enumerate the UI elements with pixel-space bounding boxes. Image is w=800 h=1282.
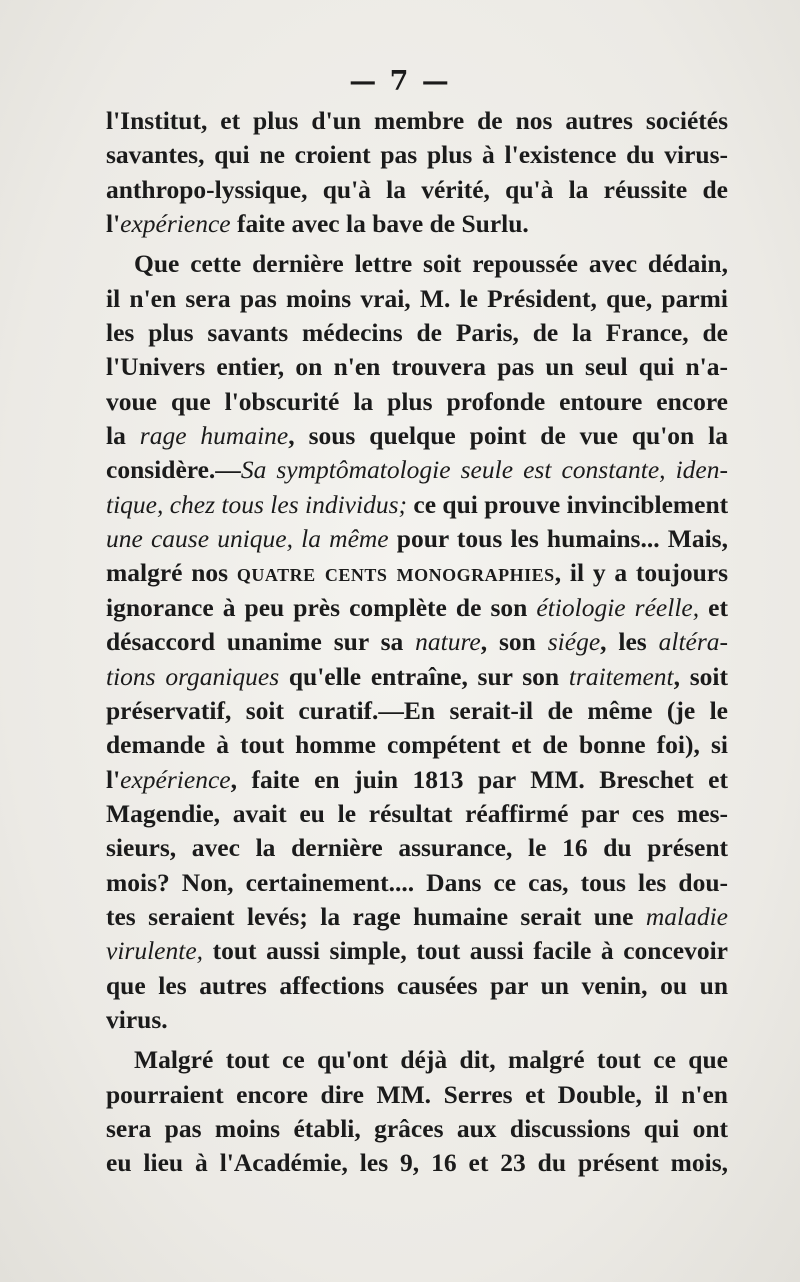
text-line [106,453,728,487]
text-line [106,488,728,522]
text-span: les plus savants médecins de Paris, de la France, de [106,318,728,348]
text-span: sera pas moins établi, grâces aux discussions qui ont [106,1113,728,1143]
text-span: Que cette dernière lettre soit repoussée avec dédain, [134,249,728,279]
text-line [106,282,728,316]
text-span: tout aussi simple, tout aussi facile à concevoir [203,936,728,966]
text-span: , sous quelque point de vue qu'on la [288,421,728,451]
italic-span: virulente, [106,936,204,966]
italic-span: expérience [120,764,231,794]
text-span: , soit [673,661,728,691]
text-line [106,797,728,831]
text-line [106,138,728,172]
text-span: , les [600,627,659,657]
text-span: que les autres affections causées par un venin, ou un [106,970,728,1000]
italic-span: tique, chez tous les individus; [106,489,407,519]
text-span: désaccord unanime sur sa [106,627,416,657]
text-line [106,660,728,694]
text-line [106,591,728,625]
text-span: mois? Non, certainement.... Dans ce cas, tous les dou- [106,867,728,897]
italic-span: siége [547,627,601,657]
text-line [106,900,728,934]
text-span: Malgré tout ce qu'ont déjà dit, malgré tout ce que [134,1045,728,1075]
text-span: l' [106,764,121,794]
page-text [106,104,728,1181]
text-line [106,1112,728,1146]
italic-span: étiologie réelle, [536,592,700,622]
italic-span: nature [415,627,481,657]
italic-span: traitement [568,661,674,691]
text-span: pourraient encore dire MM. Serres et Double, il n'en [106,1079,728,1109]
text-line [106,207,728,241]
text-line [106,866,728,900]
text-span: ce qui prouve invinciblement [407,489,728,519]
text-span: il n'en sera pas moins vrai, M. le Président, que, parmi [106,283,728,313]
text-span: l'Univers entier, on n'en trouvera pas un seul qui n'a- [106,352,728,382]
text-span: anthropo-lyssique, qu'à la vérité, qu'à la réussite de [106,174,728,204]
text-line [106,419,728,453]
text-line [106,385,728,419]
text-span: l' [106,209,121,239]
text-line [106,1146,728,1180]
italic-span: tions organiques [106,661,280,691]
text-span: et [699,592,728,622]
text-span: tes seraient levés; la rage humaine serait une [106,901,646,931]
text-line [106,1003,728,1037]
text-line [106,316,728,350]
text-span: sieurs, avec la dernière assurance, le 16 du présent [106,833,728,863]
text-span: , faite en juin 1813 par MM. Breschet et [230,764,728,794]
text-line [106,728,728,762]
text-span: eu lieu à l'Académie, les 9, 16 et 23 du présent mois, [106,1148,728,1178]
text-span: ignorance à peu près complète de son [106,592,537,622]
text-line [106,763,728,797]
text-line [106,831,728,865]
text-span: pour tous les humains... Mais, [388,524,728,554]
text-span: préservatif, soit curatif.—En serait-il de même (je le [106,695,728,725]
text-span: l'Institut, et plus d'un membre de nos autres sociétés [106,106,728,135]
italic-span: une cause unique, la même [106,524,389,554]
text-line [106,694,728,728]
text-line [106,350,728,384]
page-number: — 7 — [349,66,451,97]
small-caps-span: quatre cents monographies [236,558,555,588]
text-span: savantes, qui ne croient pas plus à l'existence du virus- [106,140,728,170]
text-span: qu'elle entraîne, sur son [279,661,569,691]
text-line [106,104,728,138]
text-span: considère.— [106,455,241,485]
italic-span: maladie [645,901,728,931]
text-line [106,173,728,207]
text-span: virus. [106,1004,168,1034]
text-line [106,247,728,281]
text-line [106,522,728,556]
text-span: malgré nos [106,558,237,588]
text-span: , son [480,627,548,657]
text-line [106,1078,728,1112]
text-span: la [106,421,140,451]
text-span: demande à tout homme compétent et de bonne foi), si [106,730,728,760]
italic-span: expérience [120,209,231,239]
text-line [106,625,728,659]
text-span: Magendie, avait eu le résultat réaffirmé par ces mes- [106,798,728,828]
text-line [106,969,728,1003]
text-line [106,1043,728,1077]
text-line [106,934,728,968]
text-span: voue que l'obscurité la plus profonde entoure encore [106,386,728,416]
italic-span: altéra- [658,627,728,657]
text-span: , il y a toujours [554,558,728,588]
text-line [106,556,728,590]
italic-span: Sa symptômatologie seule est constante, iden- [240,455,728,485]
text-span: faite avec la bave de Surlu. [230,209,529,239]
italic-span: rage humaine [139,421,289,451]
